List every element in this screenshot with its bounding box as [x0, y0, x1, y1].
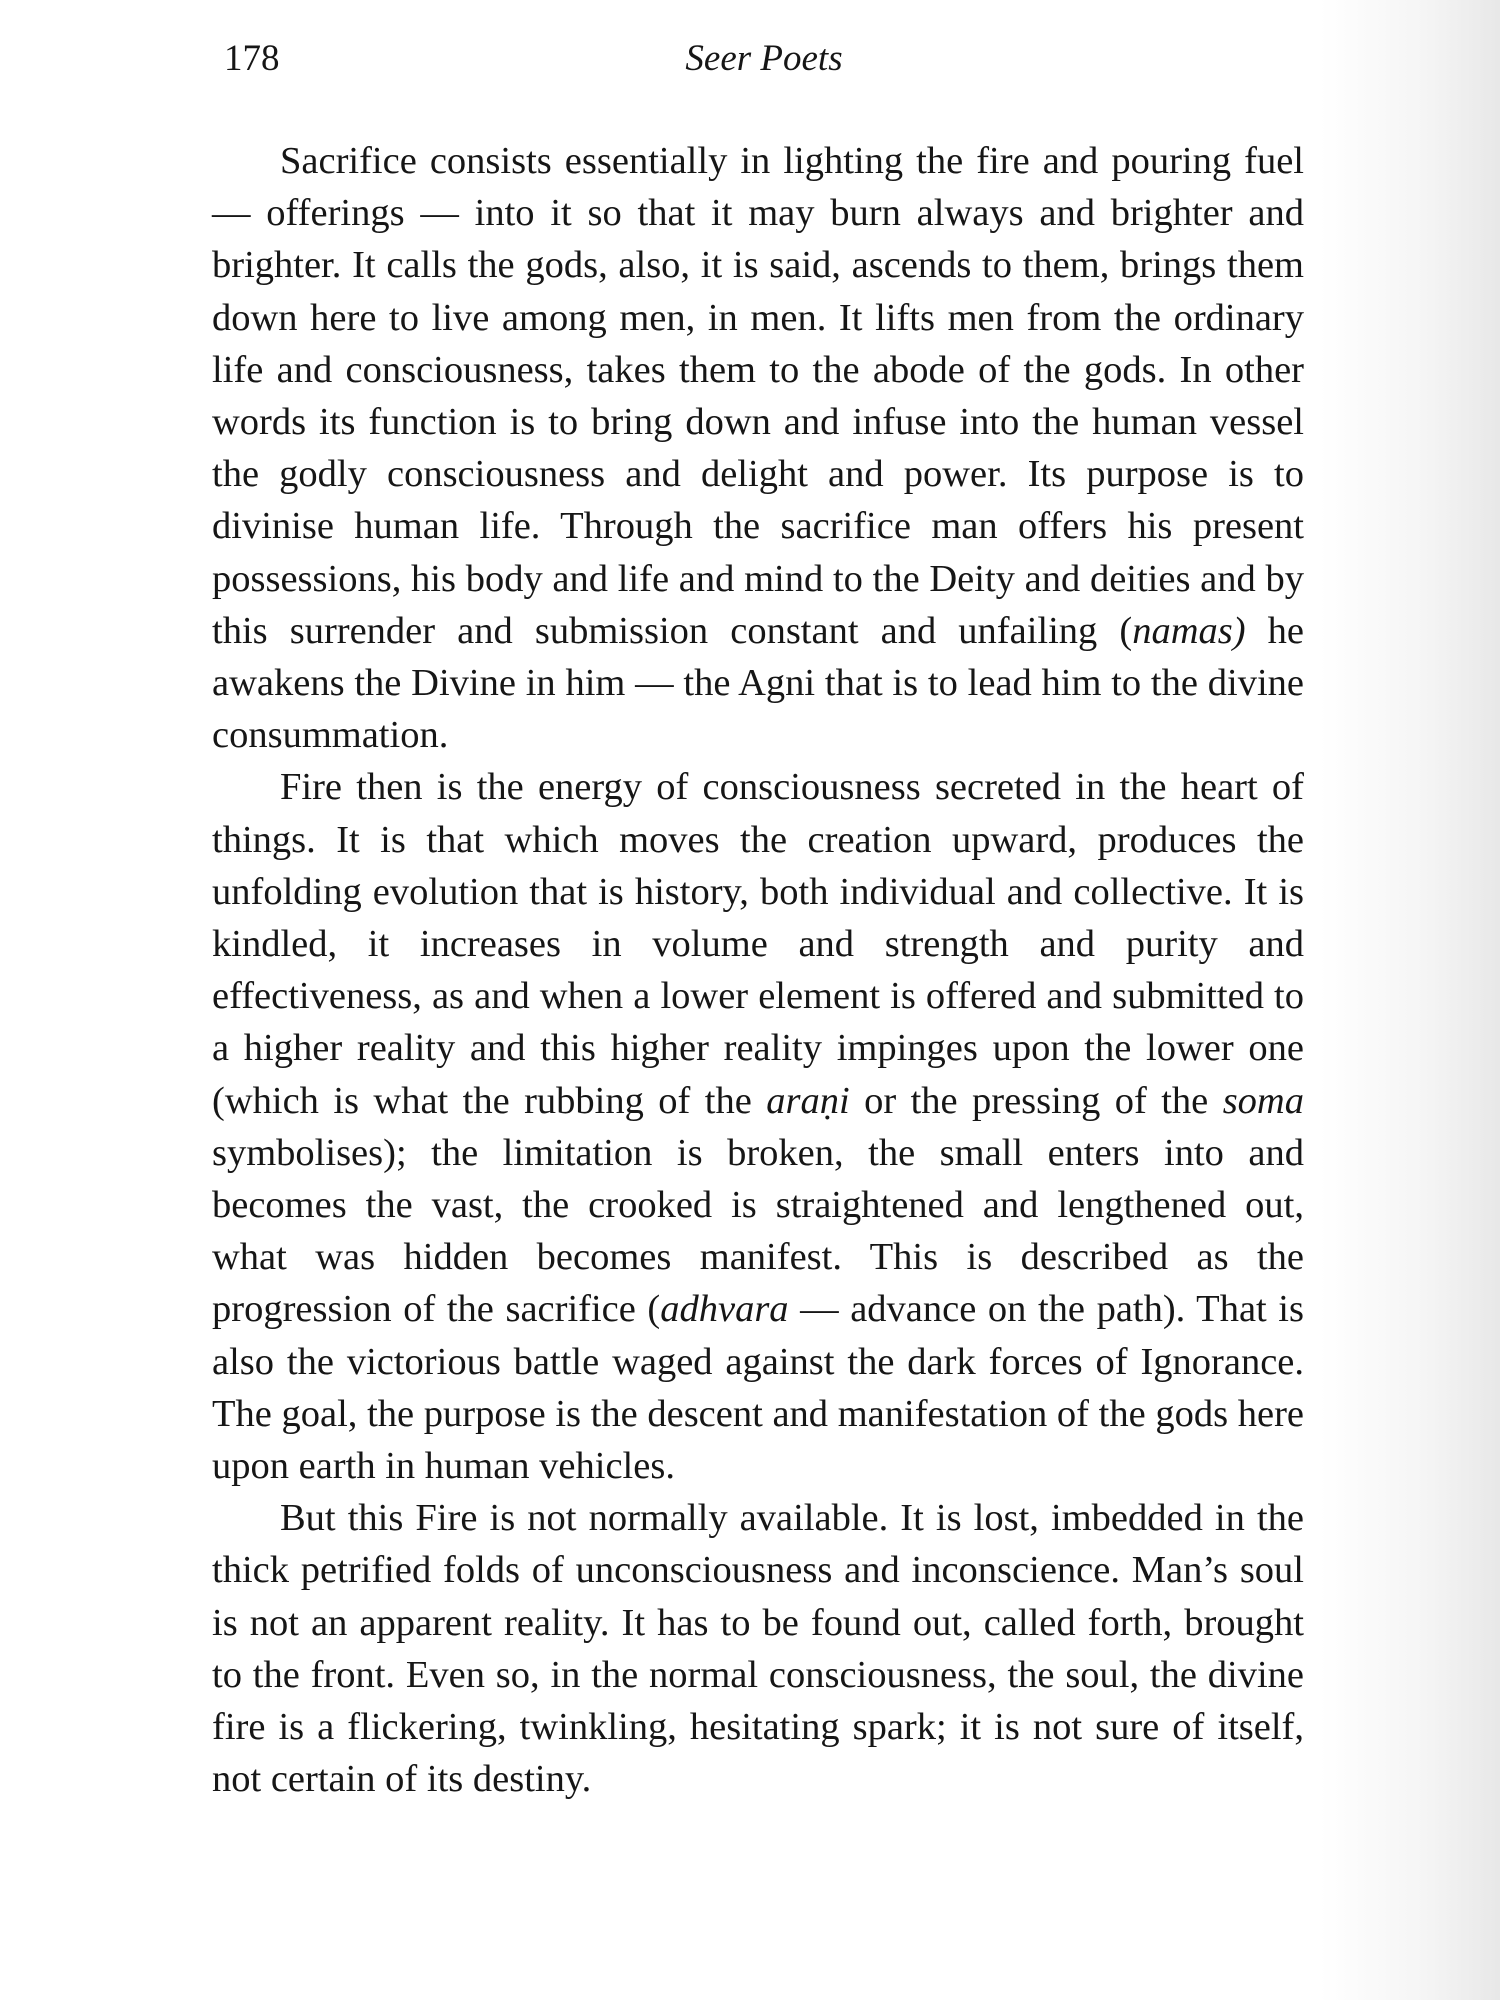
page-number: 178 [224, 38, 280, 79]
page-edge-shadow [1320, 0, 1500, 2000]
body-text [212, 135, 1304, 1806]
book-title: Seer Poets [685, 38, 843, 79]
running-head [224, 34, 1304, 84]
term-arani: araṇi [766, 1079, 850, 1122]
paragraph-sacrifice [212, 135, 1304, 761]
text-run: — advance on the path). That is also the victorious battle waged against the dark forces of Ignorance. The goal, the purpose is the descent and manifestation of the gods here upon earth in human vehicles. [212, 1288, 1304, 1488]
paragraph-fire-energy [212, 761, 1304, 1492]
text-run: or the pressing of the [849, 1079, 1223, 1122]
text-run: But this Fire is not normally available. It is lost, imbedded in the thick petrified folds of unconsciousness and inconscience. Man’s soul is not an apparent reality. It has to be found out, called forth, brought to the front. Even so, in the normal consciousness, the soul, the divine fire is a flickering, twinkling, hesitating spark; it is not sure of itself, not certain of its destiny. [212, 1497, 1304, 1801]
text-run: Fire then is the energy of consciousness secreted in the heart of things. It is that which moves the creation upward, produces the unfolding evolution that is history, both individual and collective. It is kindled, it increases in volume and strength and purity and effectiveness, as and when a lower element is offered and submitted to a higher reality and this higher reality impinges upon the lower one (which is what the rubbing of the [212, 766, 1304, 1122]
term-soma: soma [1222, 1079, 1304, 1122]
text-run: Sacrifice consists essentially in lighting the fire and pouring fuel — offerings — into it so that it may burn always and brighter and brighter. It calls the gods, also, it is said, ascends to them, brings them down here to live among men, in men. It lifts men from the ordinary life and consciousness, takes them to the abode of the gods. In other words its function is to bring down and infuse into the human vessel the godly consciousness and delight and power. Its purpose is to divinise human life. Through the sacrifice man offers his present possessions, his body and life and mind to the Deity and deities and by this surrender and submission constant and unfailing ( [212, 140, 1304, 652]
text-run: symbolises); the limitation is broken, the small enters into and becomes the vast, the crooked is straightened and lengthened out, what was hidden becomes manifest. This is described as the progression of the sacrifice ( [212, 1131, 1304, 1331]
paragraph-fire-lost [212, 1492, 1304, 1805]
term-namas: namas) [1132, 609, 1246, 652]
term-adhvara: adhvara [660, 1288, 789, 1331]
text-run: he awakens the Divine in him — the Agni that is to lead him to the divine consummation. [212, 609, 1304, 757]
